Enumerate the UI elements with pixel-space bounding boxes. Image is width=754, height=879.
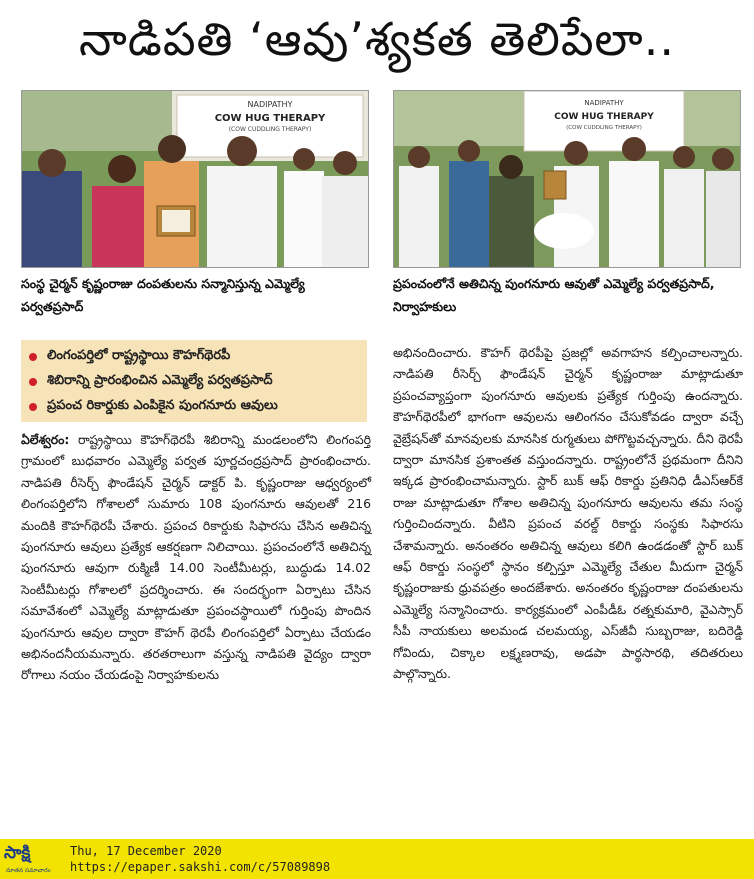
article-body-right: అభినందించారు. కౌహగ్‌ థెరపీపై ప్రజల్లో అవగాహన కల్పించాలన్నారు. నాడిపతి రీసెర్చ్‌ ఫౌండేషన్‌ చైర్మన్‌ కృష్ణంరాజు మాట్లాడుతూ ప్రపంచవ్యాప్తంగా పుంగనూరు ఆవులకు ప్రత్యేక గుర్తింపు ఉందన్నారు. కౌహగ్‌థెరపీలో భాగంగా ఆవులను ఆలింగనం చేసుకోవడం ద్వారా వచ్చే వైబ్రేషన్‌తో మానవులకు మానసిక రుగ్మతులు పోగొట్టవచ్చన్నారు. దీని థెరపీ ద్వారా మానసిక ప్రశాంతత వస్తుందన్నారు. రాష్ట్రంలోనే ప్రథమంగా దీనిని ఇక్కడ ప్రారంభించామన్నారు. స్టార్‌ బుక్‌ ఆఫ్‌ రికార్డు ప్రతినిధి డీఎస్‌ఆర్‌కే రాజు మాట్లాడుతూ గోశాల అతిచిన్న పుంగనూరు ఆవులను తమ సంస్థ గుర్తించిందన్నారు. వీటిని ప్రపంచ వరల్డ్‌ రికార్డు సంస్థకు సిఫారసు చేశామన్నారు. అనంతరం అతిచిన్న ఆవులు కలిగి ఉండడంతో స్టార్‌ బుక్‌ ఆఫ్‌ రికార్డు సంస్థలో స్థానం కల్పిస్తూ ఎమ్మెల్యే చేతుల మీదుగా చైర్మన్‌ కృష్ణంరాజుకు ధ్రువపత్రం అందజేశారు. అనంతరం కృష్ణంరాజు దంపతులను ఎమ్మెల్యే సన్మానించారు. కార్యక్రమంలో ఎంపీడీఓ రత్నకుమారి, వైఎస్సార్‌ సీపీ నాయకులు అలమండ చలమయ్య, ఎస్‌జీవీ సుబ్బరాజు, బదిరెడ్డి గోవిందు, చిక్కాల లక్ష్మణరావు, అడపా పార్థసారథి, తదితరులు పాల్గొన్నారు.	[393, 345, 743, 682]
logo-text: సాక్షి	[4, 843, 31, 863]
banner-main: COW HUG THERAPY	[554, 112, 654, 122]
bullet-icon	[29, 378, 37, 386]
highlight-item	[29, 369, 359, 394]
logo-tagline: నూతన సమాచారం	[6, 867, 51, 874]
highlight-text: లింగంపర్తిలో రాష్ట్రస్థాయి కౌహగ్‌థెరపీ	[47, 347, 231, 363]
highlight-item	[29, 394, 359, 419]
dateline: ఏలేశ్వరం:	[21, 432, 70, 447]
article-column-right	[393, 342, 743, 685]
banner-sub: (COW CUDDLING THERAPY)	[566, 125, 642, 131]
article-body-left: రాష్ట్రస్థాయి కౌహగ్‌థెరపీ శిబిరాన్ని మండలంలోని లింగంపర్తి గ్రామంలో బుధవారం ఎమ్మెల్యే పర్వత పూర్ణచంద్రప్రసాద్‌ ప్రారంభించారు. నాడిపతి రీసెర్చ్‌ ఫౌండేషన్‌ చైర్మన్‌ డాక్టర్‌ పి. కృష్ణంరాజు ఆధ్వర్యంలో లింగంపర్తిలోని గోశాలలో సుమారు 108 పుంగనూరు ఆవులతో 216 మందికి కౌహగ్‌థెరపీ చేశారు. ప్రపంచ రికార్డుకు సిఫారసు చేసిన అతిచిన్న పుంగనూరు ఆవులు ప్రత్యేక ఆకర్షణగా నిలిచాయి. ప్రపంచంలోనే అతిచిన్న పుంగనూరు ఆవుగా రుక్మిణీ 14.00 సెంటీమీటర్లు, బుద్ధుడు 14.02 సెంటీమీటర్లు గోశాలలో ప్రదర్శించారు. ఈ సందర్భంగా ఏర్పాటు చేసిన సమావేశంలో ఎమ్మెల్యే మాట్లాడుతూ ప్రపంచస్థాయిలో గుర్తింపు పొందిన పుంగనూరు ఆవుల ద్వారా కౌహగ్‌ థెరపీ లింగంపర్తిలో ఏర్పాటు చేయడం అభినందనీయమన్నారు. తరతరాలుగా వస్తున్న నాడిపతి వైద్యం ద్వారా రోగాలు నయం చేయడంపై నిర్వాహకులను	[21, 432, 371, 683]
banner-top: NADIPATHY	[584, 99, 624, 107]
epaper-link[interactable]: https://epaper.sakshi.com/c/57089898	[70, 860, 331, 874]
banner-top: NADIPATHY	[247, 100, 293, 109]
footer-bar	[0, 839, 754, 879]
highlight-item	[29, 344, 359, 369]
edition-date: Thu, 17 December 2020	[70, 844, 222, 858]
highlight-text: ప్రపంచ రికార్డుకు ఎంపికైన పుంగనూరు ఆవులు	[47, 397, 278, 413]
bullet-icon	[29, 403, 37, 411]
photo-award-ceremony	[21, 90, 369, 268]
photo-caption-right: ప్రపంచంలోనే అతిచిన్న పుంగనూరు ఆవుతో ఎమ్మెల్యే పర్వతప్రసాద్‌, నిర్వాహకులు	[393, 276, 715, 314]
photo-caption-left: సంస్థ చైర్మన్‌ కృష్ణంరాజు దంపతులను సన్మానిస్తున్న ఎమ్మెల్యే పర్వతప్రసాద్‌	[21, 276, 305, 314]
highlights-box	[21, 340, 367, 422]
banner-sub: (COW CUDDLING THERAPY)	[228, 126, 312, 133]
bullet-icon	[29, 353, 37, 361]
sakshi-logo	[4, 843, 64, 875]
highlight-text: శిబిరాన్ని ప్రారంభించిన ఎమ్మెల్యే పర్వతప్రసాద్‌	[47, 372, 273, 388]
headline: నాడిపతి ‘ఆవు’శ్యకత తెలిపేలా..	[79, 12, 675, 66]
banner-main: COW HUG THERAPY	[214, 113, 326, 124]
photo-cow-group	[393, 90, 741, 268]
article-column-left	[21, 429, 371, 686]
